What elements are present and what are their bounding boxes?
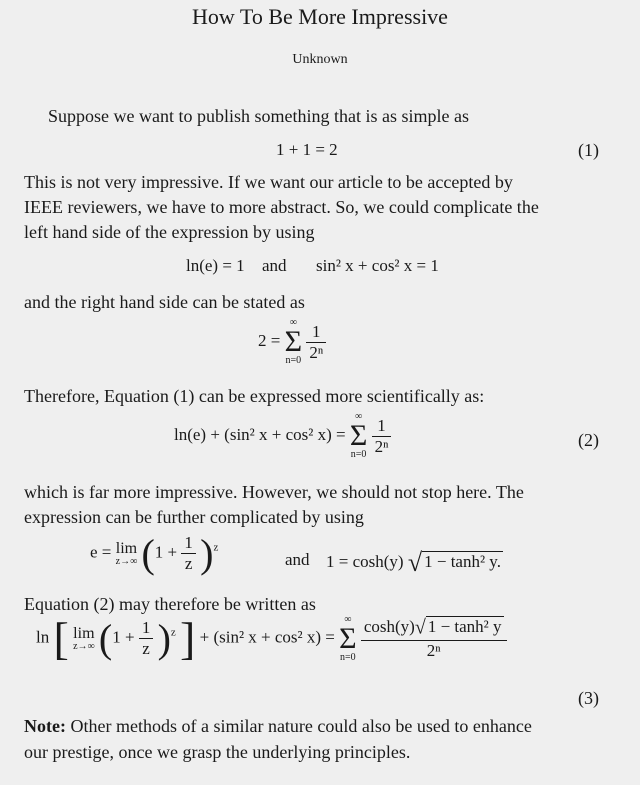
paragraph-2-line-3: left hand side of the expression by using [24,222,315,242]
paragraph-1: Suppose we want to publish something that is as simple as [48,106,469,126]
equation-ln-e: ln(e) = 1 [186,256,245,275]
sum-symbol: ∞ Σ n=0 [349,411,368,460]
equation-cosh: 1 = cosh(y) √ 1 − tanh² y. [326,548,501,577]
paragraph-6: Equation (2) may therefore be written as [24,594,316,614]
equation-trig: sin² x + cos² x = 1 [316,256,439,275]
fraction-one-over-2n: $\frac{1}{\text{2ⁿ}}$ [372,416,392,457]
page-title: How To Be More Impressive [192,4,448,29]
equation-3-number: (3) [578,688,599,708]
paragraph-4: Therefore, Equation (1) can be expressed more scientifically as: [24,386,485,406]
paragraph-2-line-2: IEEE reviewers, we have to more abstract. So, we could complicate the [24,197,539,217]
author: Unknown [292,52,348,67]
eq-two-lhs: 2 = [258,330,281,350]
note-line-2: our prestige, once we grasp the underlying principles. [24,742,411,762]
paragraph-5-line-1: which is far more impressive. However, we should not stop here. The [24,482,524,502]
equation-2-number: (2) [578,430,599,450]
eq2-lhs: ln(e) + (sin² x + cos² x) = [174,424,346,444]
fraction-one-over-2n: $\frac{1}{\text{2ⁿ}}$ [306,322,326,363]
sum-symbol: ∞ Σ n=0 [284,317,303,366]
paragraph-2-line-1: This is not very impressive. If we want our article to be accepted by [24,172,513,192]
paragraph-5-line-2: expression can be further complicated by using [24,507,364,527]
note-label: Note: [24,716,66,736]
note-line-1: Note: Other methods of a similar nature could also be used to enhance [24,716,532,736]
equation-3: ln [ lim z→∞ (1 + $\frac{1}{z}$ )$^z$ ] + (sin² x + cos² x) = ∞ Σ n=0 $\frac{\text{cosh(y)√ 1 − tanh² y}}{\text{2ⁿ}}$ [36,612,507,665]
equation-two-sum [258,318,326,366]
equation-2 [174,412,391,460]
equation-e-limit: e = lim z→∞ (1 + $\frac{1}{z}$ )$^z$ [90,531,219,576]
equation-1: 1 + 1 = 2 [276,140,338,159]
paragraph-3: and the right hand side can be stated as [24,292,305,312]
equation-and: and [262,256,287,275]
equation-and-2: and [285,550,310,569]
equation-1-number: (1) [578,140,599,160]
